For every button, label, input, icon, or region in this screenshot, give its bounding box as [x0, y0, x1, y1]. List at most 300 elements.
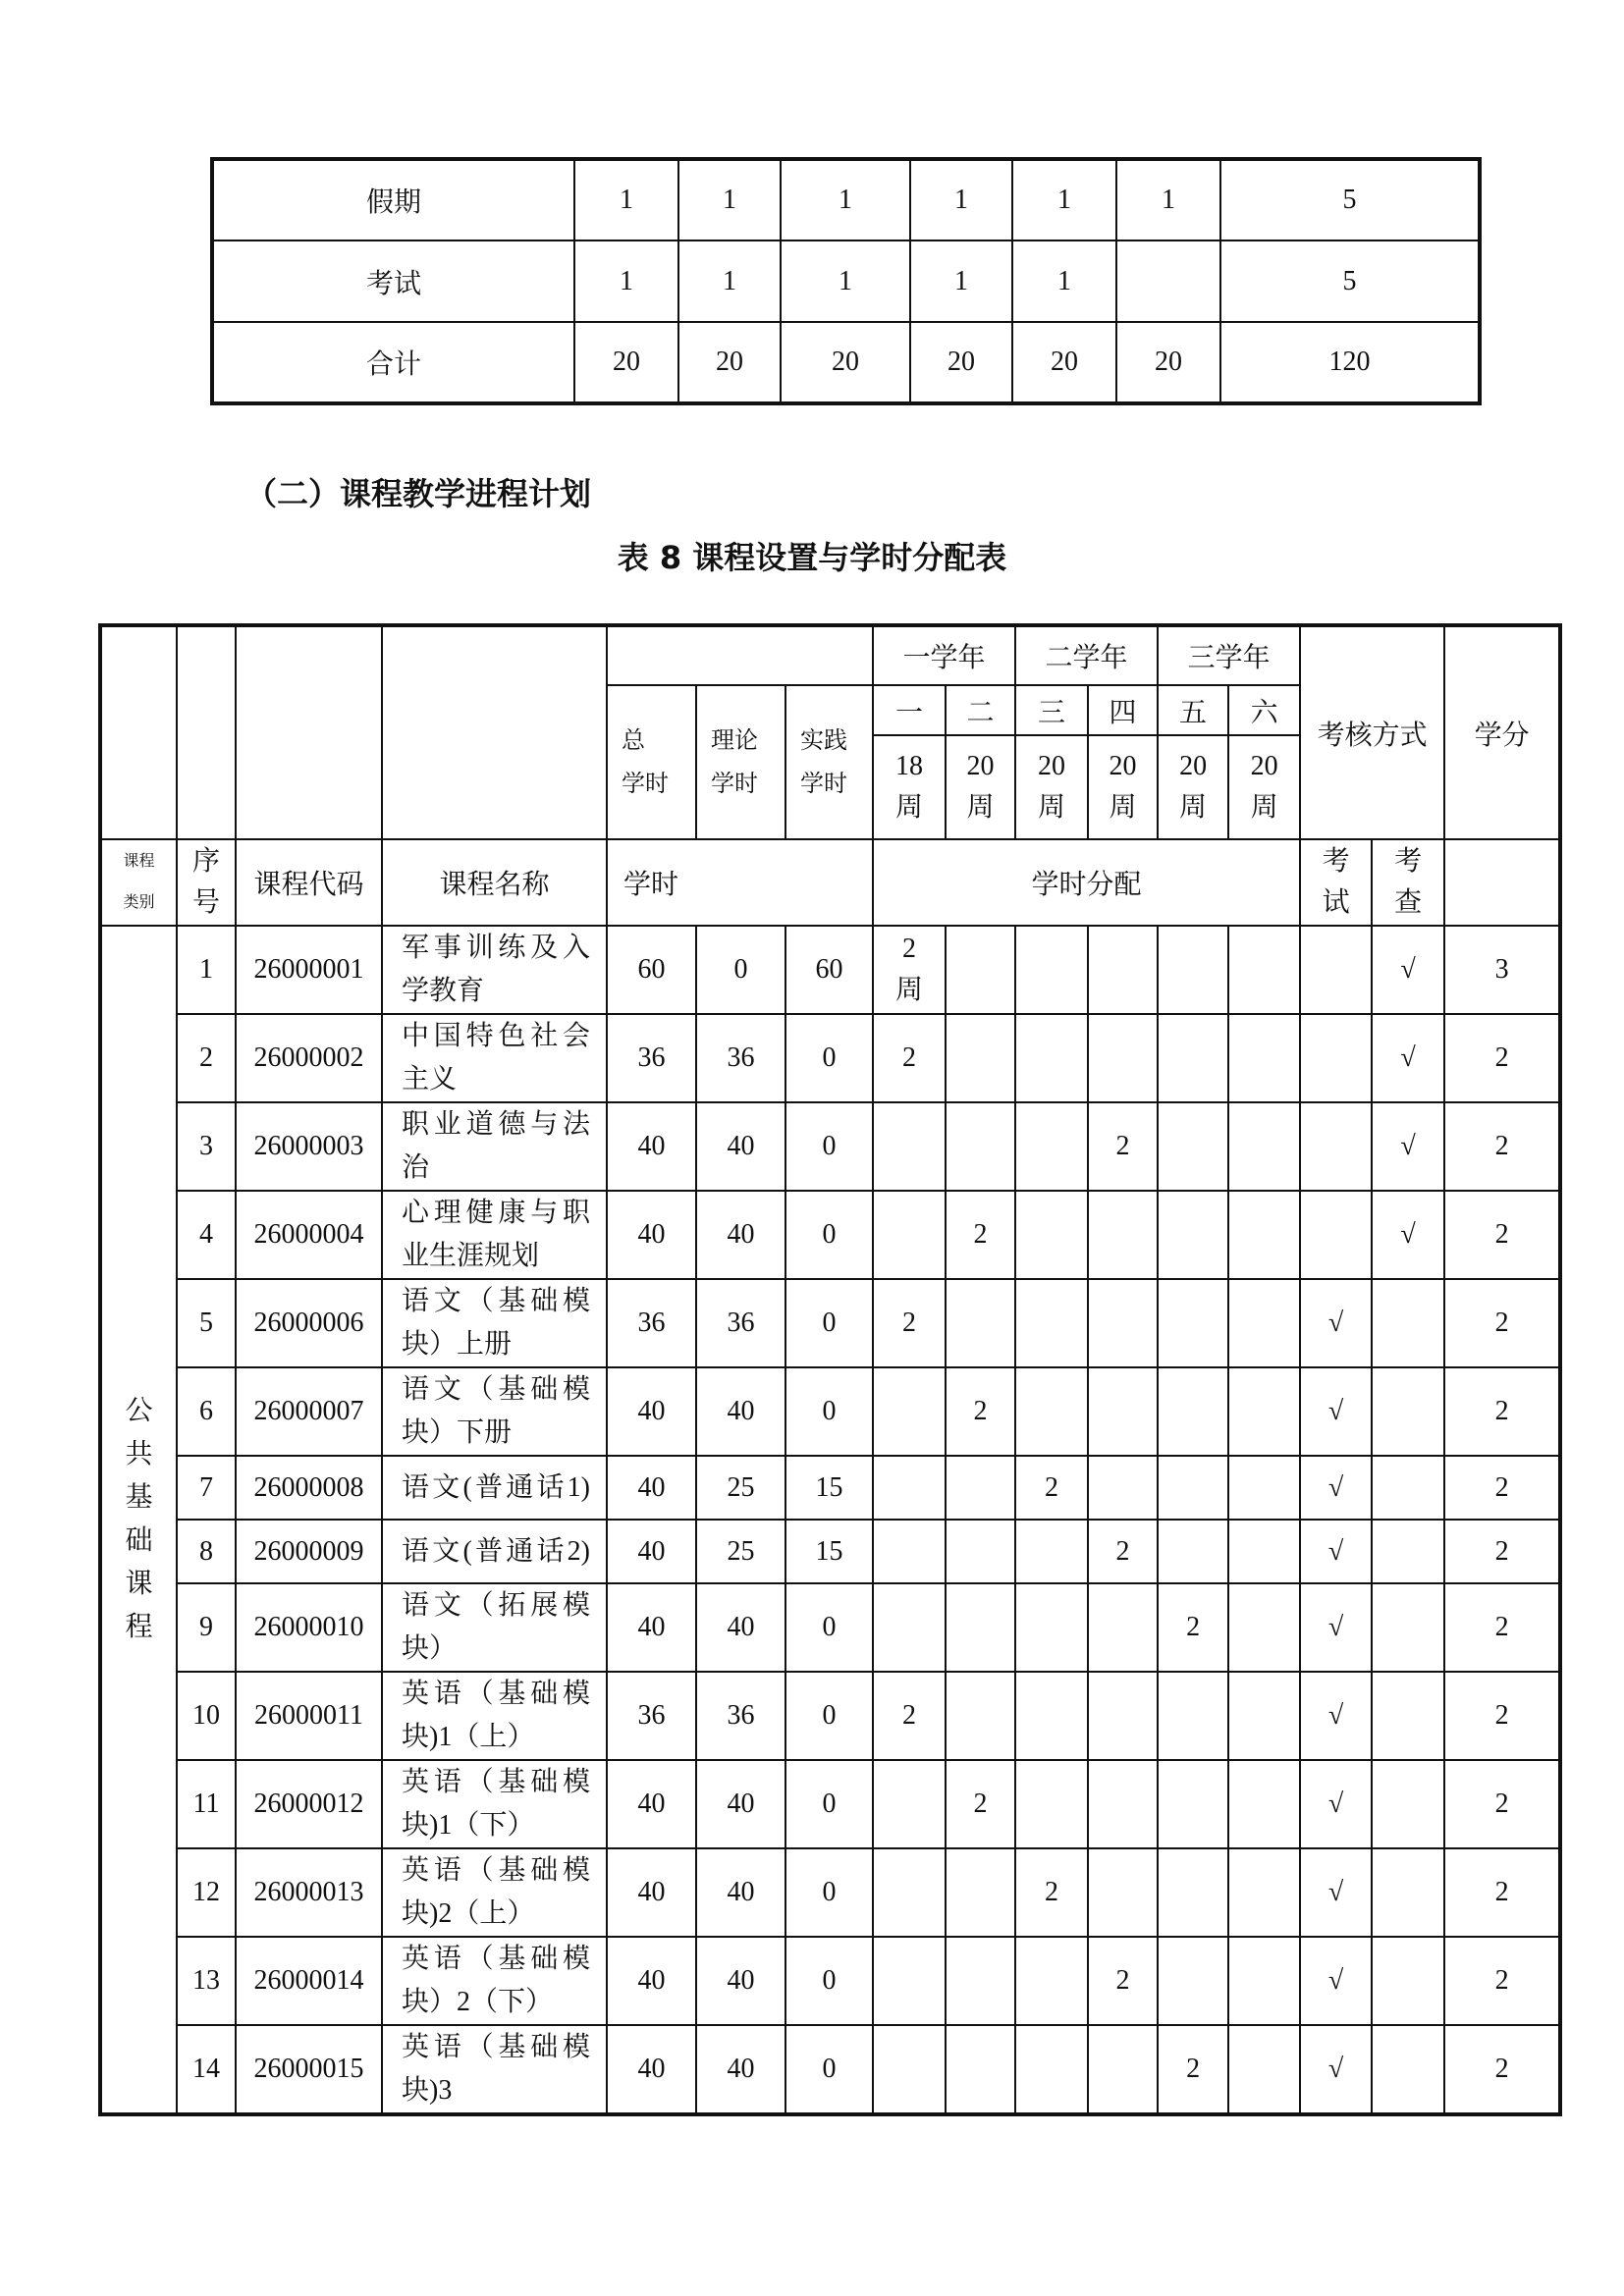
semester-hours-cell	[1158, 1279, 1228, 1367]
semester-hours-cell: 2	[946, 1367, 1015, 1456]
semester-hours-cell: 2	[946, 1760, 1015, 1848]
header-blank-cell	[100, 625, 177, 839]
course-name-cell	[382, 1279, 607, 1367]
weeks-summary-table	[210, 157, 1482, 405]
course-name-line: 主义	[402, 1064, 458, 1095]
semester-hours-cell	[873, 1367, 946, 1456]
course-row	[100, 2025, 1560, 2114]
total-hours-cell: 40	[607, 1367, 696, 1456]
total-hours-cell: 40	[607, 1102, 696, 1191]
semester-hours-cell	[1015, 1191, 1088, 1279]
seq-cell: 9	[177, 1583, 236, 1672]
seq-cell: 5	[177, 1279, 236, 1367]
practice-hours-cell: 60	[785, 926, 873, 1014]
course-name-line: 职业道德与法	[402, 1109, 590, 1140]
semester-hours-cell	[1088, 1848, 1158, 1937]
exam-mark-cell: √	[1300, 1583, 1372, 1672]
practice-hours-cell: 0	[785, 1760, 873, 1848]
year-1-header: 一学年	[873, 625, 1015, 685]
total-hours-cell: 40	[607, 1760, 696, 1848]
seq-cell: 14	[177, 2025, 236, 2114]
credits-cell: 3	[1444, 926, 1560, 1014]
semester-hours-cell: 2	[1158, 2025, 1228, 2114]
course-code-cell: 26000004	[236, 1191, 382, 1279]
course-row	[100, 1102, 1560, 1191]
semester-hours-cell	[1228, 1102, 1300, 1191]
semester-hours-cell	[946, 1937, 1015, 2025]
course-row	[100, 1848, 1560, 1937]
course-row	[100, 1672, 1560, 1760]
semester-hours-cell	[873, 1760, 946, 1848]
summary-cell: 1	[678, 240, 781, 322]
course-category-label: 公共基础课程	[125, 1396, 153, 1642]
table-title: 表 8 课程设置与学时分配表	[617, 539, 1007, 576]
course-row	[100, 1760, 1560, 1848]
course-name-cell	[382, 1760, 607, 1848]
exam-mark-cell: √	[1300, 1367, 1372, 1456]
semester-hours-cell	[1228, 2025, 1300, 2114]
semester-3-weeks: 20 周	[1015, 735, 1088, 839]
practice-hours-cell: 0	[785, 1014, 873, 1102]
credits-cell: 2	[1444, 1672, 1560, 1760]
course-name-cell	[382, 2025, 607, 2114]
semester-hours-cell: 2 周	[873, 926, 946, 1014]
course-code-cell: 26000002	[236, 1014, 382, 1102]
seq-cell: 8	[177, 1520, 236, 1583]
semester-hours-cell: 2	[873, 1014, 946, 1102]
header-blank-cell	[1444, 839, 1560, 926]
check-mark-cell	[1372, 1456, 1444, 1520]
check-mark-cell	[1372, 1937, 1444, 2025]
semester-5-header: 五	[1158, 685, 1228, 735]
total-hours-cell: 40	[607, 1937, 696, 2025]
summary-cell	[1116, 240, 1220, 322]
course-name-cell	[382, 1014, 607, 1102]
semester-hours-cell	[1158, 1848, 1228, 1937]
theory-hours-cell: 40	[696, 1191, 785, 1279]
total-hours-header: 总 学时	[607, 685, 696, 839]
semester-hours-cell	[1015, 2025, 1088, 2114]
exam-mark-cell: √	[1300, 1760, 1372, 1848]
exam-mark-cell: √	[1300, 1672, 1372, 1760]
semester-hours-cell	[1228, 1456, 1300, 1520]
course-row	[100, 1456, 1560, 1520]
credits-cell: 2	[1444, 1848, 1560, 1937]
practice-hours-cell: 0	[785, 1102, 873, 1191]
semester-hours-cell	[1088, 1672, 1158, 1760]
semester-hours-cell	[1228, 1583, 1300, 1672]
course-code-cell: 26000008	[236, 1456, 382, 1520]
seq-cell: 3	[177, 1102, 236, 1191]
practice-hours-cell: 0	[785, 1937, 873, 2025]
course-name-line: 治	[402, 1152, 430, 1183]
exam-mark-cell: √	[1300, 2025, 1372, 2114]
course-code-cell: 26000007	[236, 1367, 382, 1456]
theory-hours-cell: 40	[696, 2025, 785, 2114]
semester-hours-cell	[873, 2025, 946, 2114]
course-code-cell: 26000011	[236, 1672, 382, 1760]
course-row	[100, 1191, 1560, 1279]
hours-distribution-header: 学时分配	[873, 839, 1300, 926]
summary-cell: 1	[1012, 240, 1116, 322]
exam-mark-cell: √	[1300, 1520, 1372, 1583]
course-name-line: 英语（基础模	[402, 1679, 590, 1709]
assessment-method-header: 考核方式	[1300, 625, 1444, 839]
semester-hours-cell: 2	[1015, 1456, 1088, 1520]
practice-hours-cell: 0	[785, 1672, 873, 1760]
total-hours-cell: 40	[607, 1848, 696, 1937]
course-name-cell	[382, 1102, 607, 1191]
credits-cell: 2	[1444, 1583, 1560, 1672]
course-code-cell: 26000013	[236, 1848, 382, 1937]
semester-hours-cell	[873, 1520, 946, 1583]
course-code-cell: 26000012	[236, 1760, 382, 1848]
practice-hours-cell: 0	[785, 1279, 873, 1367]
year-2-header: 二学年	[1015, 625, 1158, 685]
seq-cell: 11	[177, 1760, 236, 1848]
course-code-cell: 26000015	[236, 2025, 382, 2114]
course-code-header: 课程代码	[236, 839, 382, 926]
course-name-cell	[382, 1191, 607, 1279]
credits-cell: 2	[1444, 1520, 1560, 1583]
check-mark-cell	[1372, 1848, 1444, 1937]
header-blank-cell	[177, 625, 236, 839]
seq-header: 序 号	[177, 839, 236, 926]
check-mark-cell	[1372, 1583, 1444, 1672]
summary-row	[212, 322, 1480, 403]
credits-cell: 2	[1444, 2025, 1560, 2114]
semester-hours-cell	[1015, 1583, 1088, 1672]
course-name-cell	[382, 1583, 607, 1672]
course-name-line: 语文（拓展模	[402, 1590, 590, 1621]
theory-hours-cell: 36	[696, 1279, 785, 1367]
theory-hours-cell: 36	[696, 1014, 785, 1102]
header-blank-cell	[382, 625, 607, 839]
check-mark-cell	[1372, 1520, 1444, 1583]
semester-hours-cell	[1088, 926, 1158, 1014]
course-code-cell: 26000009	[236, 1520, 382, 1583]
course-name-line: 英语（基础模	[402, 1944, 590, 1974]
header-row-years	[100, 625, 1560, 685]
seq-cell: 7	[177, 1456, 236, 1520]
theory-hours-cell: 40	[696, 1937, 785, 2025]
summary-table-body	[212, 159, 1480, 403]
semester-6-weeks: 20 周	[1228, 735, 1300, 839]
check-mark-cell	[1372, 1672, 1444, 1760]
summary-row-label: 合计	[212, 322, 574, 403]
theory-hours-cell: 36	[696, 1672, 785, 1760]
semester-hours-cell: 2	[1158, 1583, 1228, 1672]
course-name-cell	[382, 926, 607, 1014]
summary-row-label: 考试	[212, 240, 574, 322]
total-hours-cell: 36	[607, 1672, 696, 1760]
semester-hours-cell	[1228, 1014, 1300, 1102]
semester-hours-cell	[946, 1848, 1015, 1937]
summary-cell: 5	[1220, 240, 1480, 322]
practice-hours-header: 实践 学时	[785, 685, 873, 839]
semester-hours-cell	[1015, 1014, 1088, 1102]
semester-hours-cell	[1088, 2025, 1158, 2114]
practice-hours-cell: 0	[785, 2025, 873, 2114]
semester-hours-cell	[1158, 1937, 1228, 2025]
course-name-header: 课程名称	[382, 839, 607, 926]
course-category-cell	[100, 926, 177, 2114]
total-hours-cell: 40	[607, 1191, 696, 1279]
course-name-line: 英语（基础模	[402, 1855, 590, 1886]
course-row	[100, 1014, 1560, 1102]
exam-mark-cell	[1300, 926, 1372, 1014]
credits-cell: 2	[1444, 1191, 1560, 1279]
seq-cell: 13	[177, 1937, 236, 2025]
semester-hours-cell	[1088, 1191, 1158, 1279]
semester-hours-cell	[1015, 1102, 1088, 1191]
semester-hours-cell	[1228, 1520, 1300, 1583]
course-name-line: 块）	[402, 1633, 458, 1664]
semester-hours-cell	[1158, 1520, 1228, 1583]
seq-cell: 1	[177, 926, 236, 1014]
semester-2-header: 二	[946, 685, 1015, 735]
total-hours-cell: 36	[607, 1014, 696, 1102]
semester-2-weeks: 20 周	[946, 735, 1015, 839]
semester-hours-cell	[1228, 1279, 1300, 1367]
total-hours-cell: 36	[607, 1279, 696, 1367]
course-row	[100, 1367, 1560, 1456]
header-blank-cell	[607, 625, 873, 685]
credits-cell: 2	[1444, 1014, 1560, 1102]
credits-cell: 2	[1444, 1760, 1560, 1848]
practice-hours-cell: 0	[785, 1367, 873, 1456]
semester-hours-cell	[1158, 1367, 1228, 1456]
course-name-cell	[382, 1848, 607, 1937]
semester-hours-cell	[946, 1520, 1015, 1583]
seq-cell: 10	[177, 1672, 236, 1760]
semester-hours-cell	[1015, 1520, 1088, 1583]
semester-hours-cell	[1015, 1760, 1088, 1848]
semester-hours-cell	[946, 1279, 1015, 1367]
year-3-header: 三学年	[1158, 625, 1300, 685]
course-name-line: 块)1（下）	[402, 1810, 535, 1841]
exam-mark-cell	[1300, 1014, 1372, 1102]
practice-hours-cell: 15	[785, 1520, 873, 1583]
exam-mark-cell: √	[1300, 1279, 1372, 1367]
check-mark-cell: √	[1372, 1191, 1444, 1279]
semester-6-header: 六	[1228, 685, 1300, 735]
theory-hours-cell: 25	[696, 1520, 785, 1583]
semester-hours-cell	[1158, 1102, 1228, 1191]
header-row-columns	[100, 839, 1560, 926]
course-name-line: 心理健康与职	[402, 1198, 590, 1228]
semester-hours-cell	[873, 1848, 946, 1937]
exam-mark-cell: √	[1300, 1456, 1372, 1520]
course-code-cell: 26000006	[236, 1279, 382, 1367]
course-name-cell	[382, 1937, 607, 2025]
summary-cell: 20	[781, 322, 910, 403]
practice-hours-cell: 0	[785, 1191, 873, 1279]
credits-cell: 2	[1444, 1937, 1560, 2025]
semester-4-header: 四	[1088, 685, 1158, 735]
practice-hours-cell: 15	[785, 1456, 873, 1520]
course-code-cell: 26000010	[236, 1583, 382, 1672]
course-name-cell	[382, 1520, 607, 1583]
summary-cell: 1	[781, 240, 910, 322]
credits-cell: 2	[1444, 1456, 1560, 1520]
check-mark-cell	[1372, 1367, 1444, 1456]
course-name-line: 块)2（上）	[402, 1898, 535, 1929]
credits-cell: 2	[1444, 1279, 1560, 1367]
exam-mark-cell	[1300, 1191, 1372, 1279]
course-code-cell: 26000003	[236, 1102, 382, 1191]
summary-cell: 1	[910, 240, 1012, 322]
check-mark-cell: √	[1372, 1014, 1444, 1102]
course-table-body	[100, 926, 1560, 2114]
course-name-line: 中国特色社会	[402, 1021, 590, 1051]
course-name-cell	[382, 1456, 607, 1520]
practice-hours-cell: 0	[785, 1848, 873, 1937]
theory-hours-header: 理论 学时	[696, 685, 785, 839]
semester-hours-cell	[1228, 1848, 1300, 1937]
semester-hours-cell: 2	[1088, 1102, 1158, 1191]
semester-hours-cell	[1158, 926, 1228, 1014]
credits-cell: 2	[1444, 1102, 1560, 1191]
summary-cell: 1	[574, 240, 678, 322]
semester-1-header: 一	[873, 685, 946, 735]
course-name-line: 语文(普通话1)	[402, 1471, 590, 1503]
summary-row	[212, 159, 1480, 240]
semester-hours-cell	[1015, 1937, 1088, 2025]
semester-hours-cell	[873, 1102, 946, 1191]
course-name-line: 块）2（下）	[402, 1987, 554, 2017]
course-name-line: 块）上册	[402, 1329, 513, 1360]
semester-hours-cell: 2	[1015, 1848, 1088, 1937]
semester-hours-cell	[873, 1937, 946, 2025]
seq-cell: 6	[177, 1367, 236, 1456]
section-heading: （二）课程教学进程计划	[245, 475, 592, 512]
semester-hours-cell	[873, 1456, 946, 1520]
course-category-header: 课程 类别	[100, 839, 177, 926]
total-hours-cell: 40	[607, 2025, 696, 2114]
course-name-line: 块）下册	[402, 1417, 513, 1448]
course-row	[100, 1279, 1560, 1367]
summary-cell: 20	[1116, 322, 1220, 403]
course-name-line: 军事训练及入	[402, 933, 590, 963]
summary-cell: 120	[1220, 322, 1480, 403]
course-name-line: 语文(普通话2)	[402, 1535, 590, 1567]
semester-hours-cell	[1228, 926, 1300, 1014]
seq-cell: 2	[177, 1014, 236, 1102]
check-mark-cell	[1372, 1279, 1444, 1367]
semester-hours-cell	[946, 926, 1015, 1014]
semester-3-header: 三	[1015, 685, 1088, 735]
total-hours-cell: 40	[607, 1456, 696, 1520]
seq-cell: 12	[177, 1848, 236, 1937]
course-name-line: 语文（基础模	[402, 1374, 590, 1405]
semester-hours-cell: 2	[1088, 1937, 1158, 2025]
semester-hours-cell	[1158, 1672, 1228, 1760]
exam-mark-cell	[1300, 1102, 1372, 1191]
semester-hours-cell	[1228, 1367, 1300, 1456]
total-hours-cell: 40	[607, 1520, 696, 1583]
course-row	[100, 1520, 1560, 1583]
course-code-cell: 26000001	[236, 926, 382, 1014]
semester-4-weeks: 20 周	[1088, 735, 1158, 839]
seq-cell: 4	[177, 1191, 236, 1279]
summary-cell: 1	[1012, 159, 1116, 240]
semester-hours-cell	[873, 1583, 946, 1672]
semester-hours-cell	[1158, 1760, 1228, 1848]
semester-hours-cell: 2	[946, 1191, 1015, 1279]
course-name-line: 块)3	[402, 2075, 453, 2106]
semester-hours-cell	[1158, 1456, 1228, 1520]
semester-hours-cell	[1228, 1672, 1300, 1760]
summary-cell: 1	[910, 159, 1012, 240]
theory-hours-cell: 40	[696, 1102, 785, 1191]
theory-hours-cell: 40	[696, 1848, 785, 1937]
semester-hours-cell	[1088, 1014, 1158, 1102]
check-mark-cell: √	[1372, 1102, 1444, 1191]
semester-hours-cell	[1088, 1279, 1158, 1367]
summary-row	[212, 240, 1480, 322]
credits-cell: 2	[1444, 1367, 1560, 1456]
semester-hours-cell	[1158, 1014, 1228, 1102]
summary-cell: 1	[1116, 159, 1220, 240]
course-row	[100, 1937, 1560, 2025]
summary-cell: 20	[910, 322, 1012, 403]
semester-hours-cell	[1228, 1937, 1300, 2025]
course-name-line: 英语（基础模	[402, 1767, 590, 1797]
semester-hours-cell	[1015, 1367, 1088, 1456]
header-blank-cell	[236, 625, 382, 839]
course-row	[100, 1583, 1560, 1672]
semester-hours-cell	[1088, 1367, 1158, 1456]
check-header: 考 查	[1372, 839, 1444, 926]
summary-cell: 20	[678, 322, 781, 403]
semester-hours-cell	[1088, 1760, 1158, 1848]
semester-hours-cell	[946, 1672, 1015, 1760]
semester-hours-cell	[946, 1583, 1015, 1672]
summary-cell: 1	[574, 159, 678, 240]
summary-cell: 1	[781, 159, 910, 240]
course-name-line: 业生涯规划	[402, 1241, 540, 1271]
total-hours-cell: 60	[607, 926, 696, 1014]
summary-cell: 20	[574, 322, 678, 403]
semester-hours-cell	[873, 1191, 946, 1279]
semester-hours-cell: 2	[873, 1672, 946, 1760]
theory-hours-cell: 25	[696, 1456, 785, 1520]
semester-hours-cell	[1015, 926, 1088, 1014]
course-schedule-table	[98, 623, 1562, 2116]
summary-cell: 1	[678, 159, 781, 240]
semester-hours-cell	[1088, 1456, 1158, 1520]
theory-hours-cell: 40	[696, 1367, 785, 1456]
semester-hours-cell	[1228, 1191, 1300, 1279]
course-name-cell	[382, 1367, 607, 1456]
check-mark-cell: √	[1372, 926, 1444, 1014]
semester-hours-cell	[1088, 1583, 1158, 1672]
summary-cell: 5	[1220, 159, 1480, 240]
course-name-line: 学教育	[402, 976, 485, 1006]
total-hours-cell: 40	[607, 1583, 696, 1672]
semester-1-weeks: 18 周	[873, 735, 946, 839]
semester-hours-cell: 2	[1088, 1520, 1158, 1583]
semester-hours-cell: 2	[873, 1279, 946, 1367]
course-table-header	[100, 625, 1560, 926]
course-code-cell: 26000014	[236, 1937, 382, 2025]
course-name-line: 英语（基础模	[402, 2032, 590, 2062]
semester-hours-cell	[1158, 1191, 1228, 1279]
semester-hours-cell	[946, 2025, 1015, 2114]
semester-hours-cell	[1228, 1760, 1300, 1848]
exam-mark-cell: √	[1300, 1848, 1372, 1937]
